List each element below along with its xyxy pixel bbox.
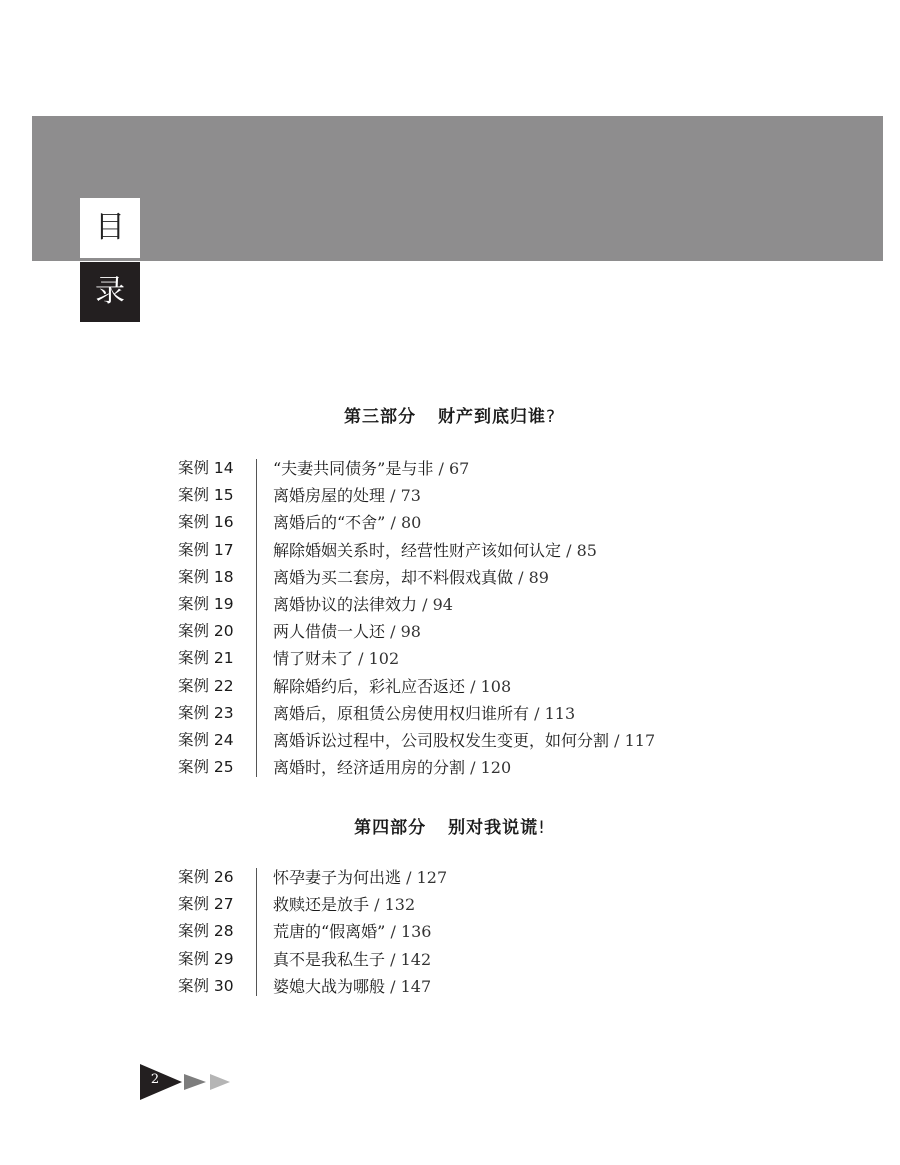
- case-title-line: [273, 973, 431, 1000]
- section-name: 财产到底归谁: [437, 407, 546, 427]
- case-title-line: [273, 673, 511, 700]
- case-page: / 142: [390, 949, 432, 969]
- section-mark: ?: [545, 407, 557, 427]
- case-title: 离婚时，经济适用房的分割: [273, 758, 466, 778]
- case-page: / 98: [390, 622, 421, 642]
- case-page: / 127: [406, 868, 448, 887]
- case-title: 离婚为买二套房，却不料假戏真做: [273, 567, 514, 587]
- case-title-line: [273, 754, 511, 781]
- case-page: / 132: [374, 895, 416, 915]
- toc-row[interactable]: [178, 645, 738, 672]
- case-number: 案例 17: [178, 540, 234, 559]
- case-title: 情了财未了: [273, 649, 354, 669]
- case-title: 离婚房屋的处理: [273, 486, 386, 506]
- section-part-label: 第四部分: [354, 818, 427, 838]
- case-title: 荒唐的“假离婚”: [273, 922, 386, 942]
- case-title: 救赎还是放手: [273, 895, 370, 915]
- case-title-line: [273, 455, 469, 482]
- toc-row[interactable]: [178, 482, 738, 509]
- toc-row[interactable]: [178, 864, 738, 891]
- toc-row[interactable]: [178, 673, 738, 700]
- toc-row[interactable]: [178, 754, 738, 781]
- case-title: 婆媳大战为哪般: [273, 976, 386, 996]
- case-number: 案例 24: [178, 730, 234, 749]
- case-number: 案例 14: [178, 459, 234, 477]
- case-page: / 120: [470, 758, 512, 778]
- case-page: / 80: [390, 513, 422, 533]
- toc-list-part3: [178, 455, 738, 781]
- case-title-line: [273, 564, 549, 591]
- case-number: 案例 15: [178, 486, 234, 505]
- case-page: / 89: [518, 567, 549, 587]
- case-number: 案例 27: [178, 895, 234, 914]
- case-page: / 136: [390, 922, 432, 942]
- section-name: 别对我说谎: [448, 818, 539, 838]
- section-heading-part4: [0, 813, 900, 838]
- toc-title-char-1: 目: [80, 198, 140, 258]
- case-title-line: [273, 591, 453, 618]
- case-title-line: [273, 537, 597, 564]
- case-title-line: [273, 891, 415, 918]
- case-title-line: [273, 727, 655, 754]
- case-number: 案例 26: [178, 868, 234, 886]
- case-page: / 67: [438, 459, 470, 478]
- case-title: 真不是我私生子: [273, 949, 386, 969]
- case-title-line: [273, 645, 399, 672]
- toc-row[interactable]: [178, 537, 738, 564]
- toc-row[interactable]: [178, 618, 738, 645]
- case-number: 案例 25: [178, 758, 234, 777]
- section-part-label: 第三部分: [343, 407, 416, 427]
- case-title: 离婚后的“不舍”: [273, 513, 386, 533]
- page-number: 2: [150, 1072, 160, 1087]
- arrow-mid-icon: [184, 1074, 206, 1090]
- toc-row[interactable]: [178, 591, 738, 618]
- case-title: 解除婚约后，彩礼应否返还: [273, 676, 466, 696]
- section-mark: !: [538, 818, 546, 838]
- case-number: 案例 18: [178, 567, 234, 586]
- toc-row[interactable]: [178, 564, 738, 591]
- arrow-light-icon: [210, 1074, 230, 1090]
- case-number: 案例 21: [178, 649, 234, 668]
- case-title-line: [273, 509, 421, 536]
- case-title-line: [273, 482, 421, 509]
- case-page: / 73: [390, 486, 421, 506]
- case-page: / 108: [470, 676, 512, 696]
- case-page: / 113: [534, 703, 576, 723]
- case-title: “夫妻共同债务”是与非: [273, 459, 434, 478]
- case-number: 案例 28: [178, 922, 234, 941]
- case-number: 案例 19: [178, 594, 234, 613]
- case-title: 解除婚姻关系时，经营性财产该如何认定: [273, 540, 562, 560]
- case-title: 两人借债一人还: [273, 622, 386, 642]
- case-title: 怀孕妻子为何出逃: [273, 868, 402, 887]
- case-title: 离婚协议的法律效力: [273, 594, 418, 614]
- case-page: / 147: [390, 976, 432, 996]
- section-heading-part3: [0, 402, 900, 427]
- case-number: 案例 20: [178, 622, 234, 641]
- case-page: / 94: [422, 594, 453, 614]
- header-banner: [32, 116, 883, 261]
- case-number: 案例 29: [178, 949, 234, 968]
- toc-row[interactable]: [178, 727, 738, 754]
- toc-row[interactable]: [178, 509, 738, 536]
- case-number: 案例 30: [178, 976, 234, 995]
- case-number: 案例 22: [178, 676, 234, 695]
- toc-row[interactable]: [178, 946, 738, 973]
- case-title: 离婚诉讼过程中，公司股权发生变更，如何分割: [273, 730, 610, 750]
- toc-row[interactable]: [178, 918, 738, 945]
- toc-row[interactable]: [178, 455, 738, 482]
- case-title-line: [273, 618, 421, 645]
- case-title-line: [273, 918, 431, 945]
- case-page: / 102: [358, 649, 400, 669]
- case-title-line: [273, 700, 575, 727]
- case-number: 案例 16: [178, 513, 234, 532]
- toc-title-char-2: 录: [80, 262, 140, 322]
- toc-row[interactable]: [178, 891, 738, 918]
- case-page: / 117: [614, 730, 656, 750]
- case-title-line: [273, 946, 431, 973]
- toc-row[interactable]: [178, 700, 738, 727]
- case-title-line: [273, 864, 447, 891]
- case-page: / 85: [566, 540, 597, 560]
- case-title: 离婚后，原租赁公房使用权归谁所有: [273, 703, 530, 723]
- toc-list-part4: [178, 864, 738, 1000]
- toc-row[interactable]: [178, 973, 738, 1000]
- case-number: 案例 23: [178, 703, 234, 722]
